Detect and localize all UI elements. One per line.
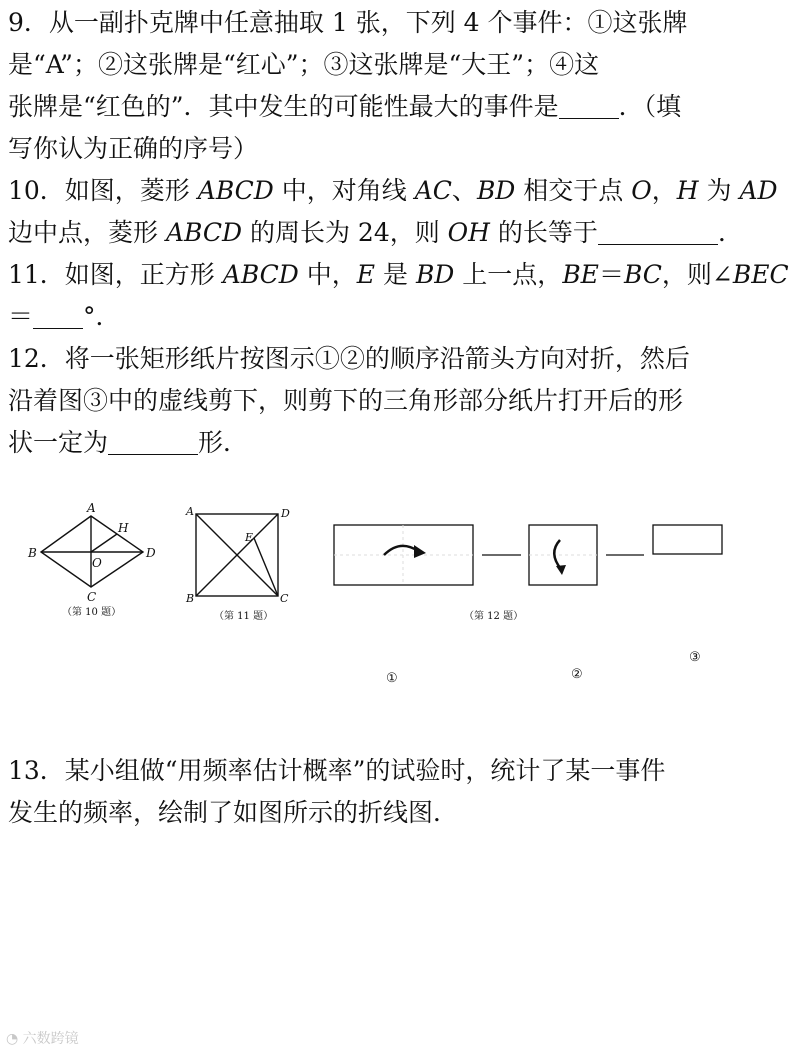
figures-row (0, 495, 793, 695)
label-11-b: B (186, 592, 195, 605)
label-10-c: C (87, 590, 97, 604)
q11-line1: 11．如图，正方形 ABCD 中，E 是 BD 上一点，BE＝BC，则∠BEC (8, 260, 789, 289)
label-11-e: E (245, 531, 254, 544)
label-10-d: D (146, 546, 156, 560)
q9-line2: 是“A”；②这张牌是“红心”；③这张牌是“大王”；④这 (8, 50, 600, 79)
step1-marker: ① (386, 671, 398, 686)
segment-ec (254, 538, 278, 596)
q9-line4: 写你认为正确的序号） (8, 134, 259, 163)
fold-arrowhead-down-icon (556, 565, 566, 575)
caption-fig12: （第 12 题） (464, 611, 524, 622)
segment-oh (91, 534, 117, 552)
step3-marker: ③ (689, 650, 701, 665)
question-11 (8, 254, 788, 338)
label-11-d: D (281, 507, 290, 520)
q13-line2: 发生的频率，绘制了如图所示的折线图． (8, 798, 459, 827)
answer-blank-q12[interactable] (108, 426, 198, 455)
question-9 (8, 2, 788, 170)
label-11-a: A (186, 505, 194, 518)
figure-11-square (196, 514, 278, 596)
caption-fig11: （第 11 题） (214, 611, 274, 622)
q10-line1: 10．如图，菱形 ABCD 中，对角线 AC、BD 相交于点 O，H 为 AD (8, 176, 778, 205)
q12-line1: 12．将一张矩形纸片按图示①②的顺序沿箭头方向对折，然后 (8, 344, 690, 373)
fold-arrow-right-icon (384, 546, 418, 555)
step2-marker: ② (571, 667, 583, 682)
question-10 (8, 170, 788, 254)
label-10-b: B (28, 546, 37, 560)
figure-12-step3 (653, 525, 722, 554)
fold-arrowhead-icon (414, 545, 426, 558)
figure-12-step2 (529, 525, 597, 585)
question-12 (8, 338, 788, 464)
question-13 (8, 750, 788, 834)
q12-line3: 状一定为 形． (8, 428, 249, 457)
answer-blank-q9[interactable] (559, 90, 619, 119)
label-10-h: H (118, 521, 129, 535)
answer-blank-q10[interactable] (598, 216, 718, 245)
label-10-o: O (92, 556, 102, 570)
figure-12-step1 (334, 525, 473, 585)
caption-fig10: （第 10 题） (62, 607, 122, 618)
label-10-a: A (87, 501, 96, 515)
watermark-logo: ◔ 六数跨镜 (6, 1031, 79, 1047)
q9-line3: 张牌是“红色的”．其中发生的可能性最大的事件是 ．（填 (8, 92, 682, 121)
q12-line2: 沿着图③中的虚线剪下，则剪下的三角形部分纸片打开后的形 (8, 386, 684, 415)
q10-line2: 边中点，菱形 ABCD 的周长为 24，则 OH 的长等于 ． (8, 218, 743, 247)
q9-line1: 9．从一副扑克牌中任意抽取 1 张，下列 4 个事件：①这张牌 (8, 8, 688, 37)
label-11-c: C (280, 592, 289, 605)
answer-blank-q11[interactable] (33, 300, 83, 329)
q11-line2: ＝ °． (8, 302, 121, 331)
q13-line1: 13．某小组做“用频率估计概率”的试验时，统计了某一事件 (8, 756, 666, 785)
